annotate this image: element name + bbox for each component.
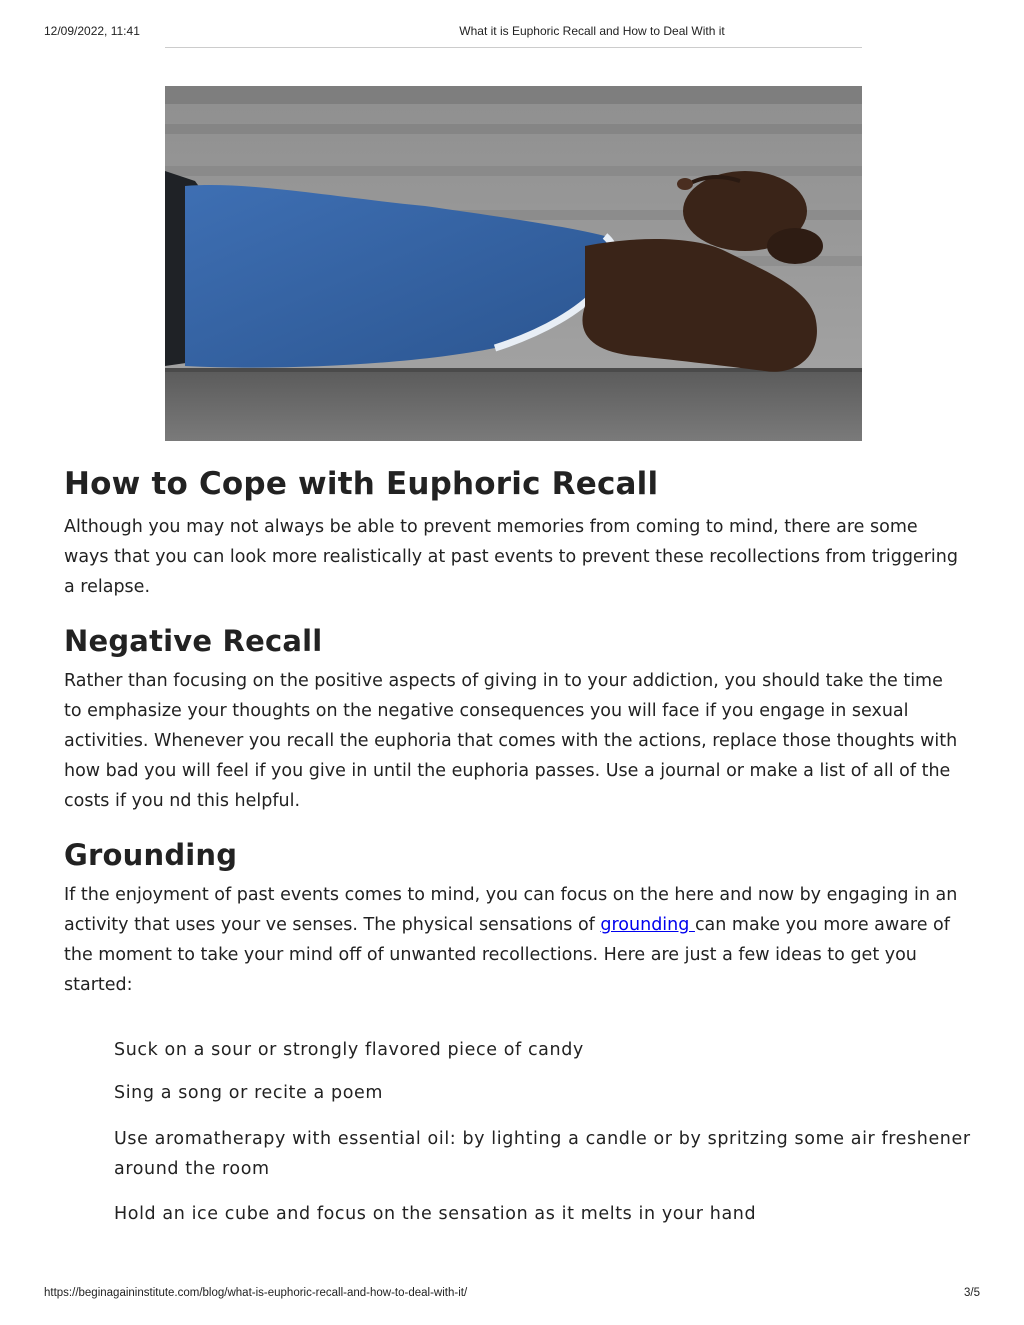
header-divider: [165, 47, 862, 48]
print-footer: [44, 1286, 984, 1300]
paragraph-grounding: [64, 880, 964, 1000]
heading-negative-recall: Negative Recall: [64, 624, 323, 658]
grounding-link[interactable]: grounding: [600, 915, 695, 935]
list-item: Hold an ice cube and focus on the sensation as it melts in your hand: [114, 1204, 757, 1224]
hero-illustration: [165, 86, 862, 441]
heading-grounding: Grounding: [64, 838, 238, 872]
list-item: Suck on a sour or strongly flavored piece of candy: [114, 1040, 584, 1060]
grounding-text-end: can make you more aware of the moment to take your mind off of unwanted recollections. Here are just a few ideas to get you started:: [64, 915, 950, 995]
section-grounding: [64, 836, 964, 1000]
print-page-title: What it is Euphoric Recall and How to Deal With it: [459, 24, 725, 38]
section-cope: [64, 464, 964, 602]
hero-image: [165, 86, 862, 441]
print-header: [0, 24, 1024, 40]
print-url: https://beginagaininstitute.com/blog/what-is-euphoric-recall-and-how-to-deal-with-it/: [44, 1287, 468, 1299]
heading-cope: How to Cope with Euphoric Recall: [64, 466, 659, 502]
list-item: Sing a song or recite a poem: [114, 1083, 384, 1103]
paragraph-negative-recall: Rather than focusing on the positive aspects of giving in to your addiction, you should take the time to emphasize your thoughts on the negative consequences you will face if you engage in sexual activities. Whenever you recall the euphoria that comes with the actions, replace those thoughts with how bad you will feel if you give in until the euphoria passes. Use a journal or make a list of all of the costs if you nd this helpful.: [64, 671, 958, 811]
page-number: 3/5: [964, 1287, 980, 1299]
grounding-text-start: If the enjoyment of past events comes to mind, you can focus on the here and now by engaging in an activity that uses your ve senses. The physical sensations of: [64, 885, 958, 935]
paragraph-cope: Although you may not always be able to prevent memories from coming to mind, there are some ways that you can look more realistically at past events to prevent these recollections from triggering a relapse.: [64, 517, 958, 597]
list-item: Use aromatherapy with essential oil: by lighting a candle or by spritzing some air freshener around the room: [114, 1129, 971, 1179]
section-negative-recall: [64, 622, 964, 816]
print-date: 12/09/2022, 11:41: [44, 24, 140, 38]
